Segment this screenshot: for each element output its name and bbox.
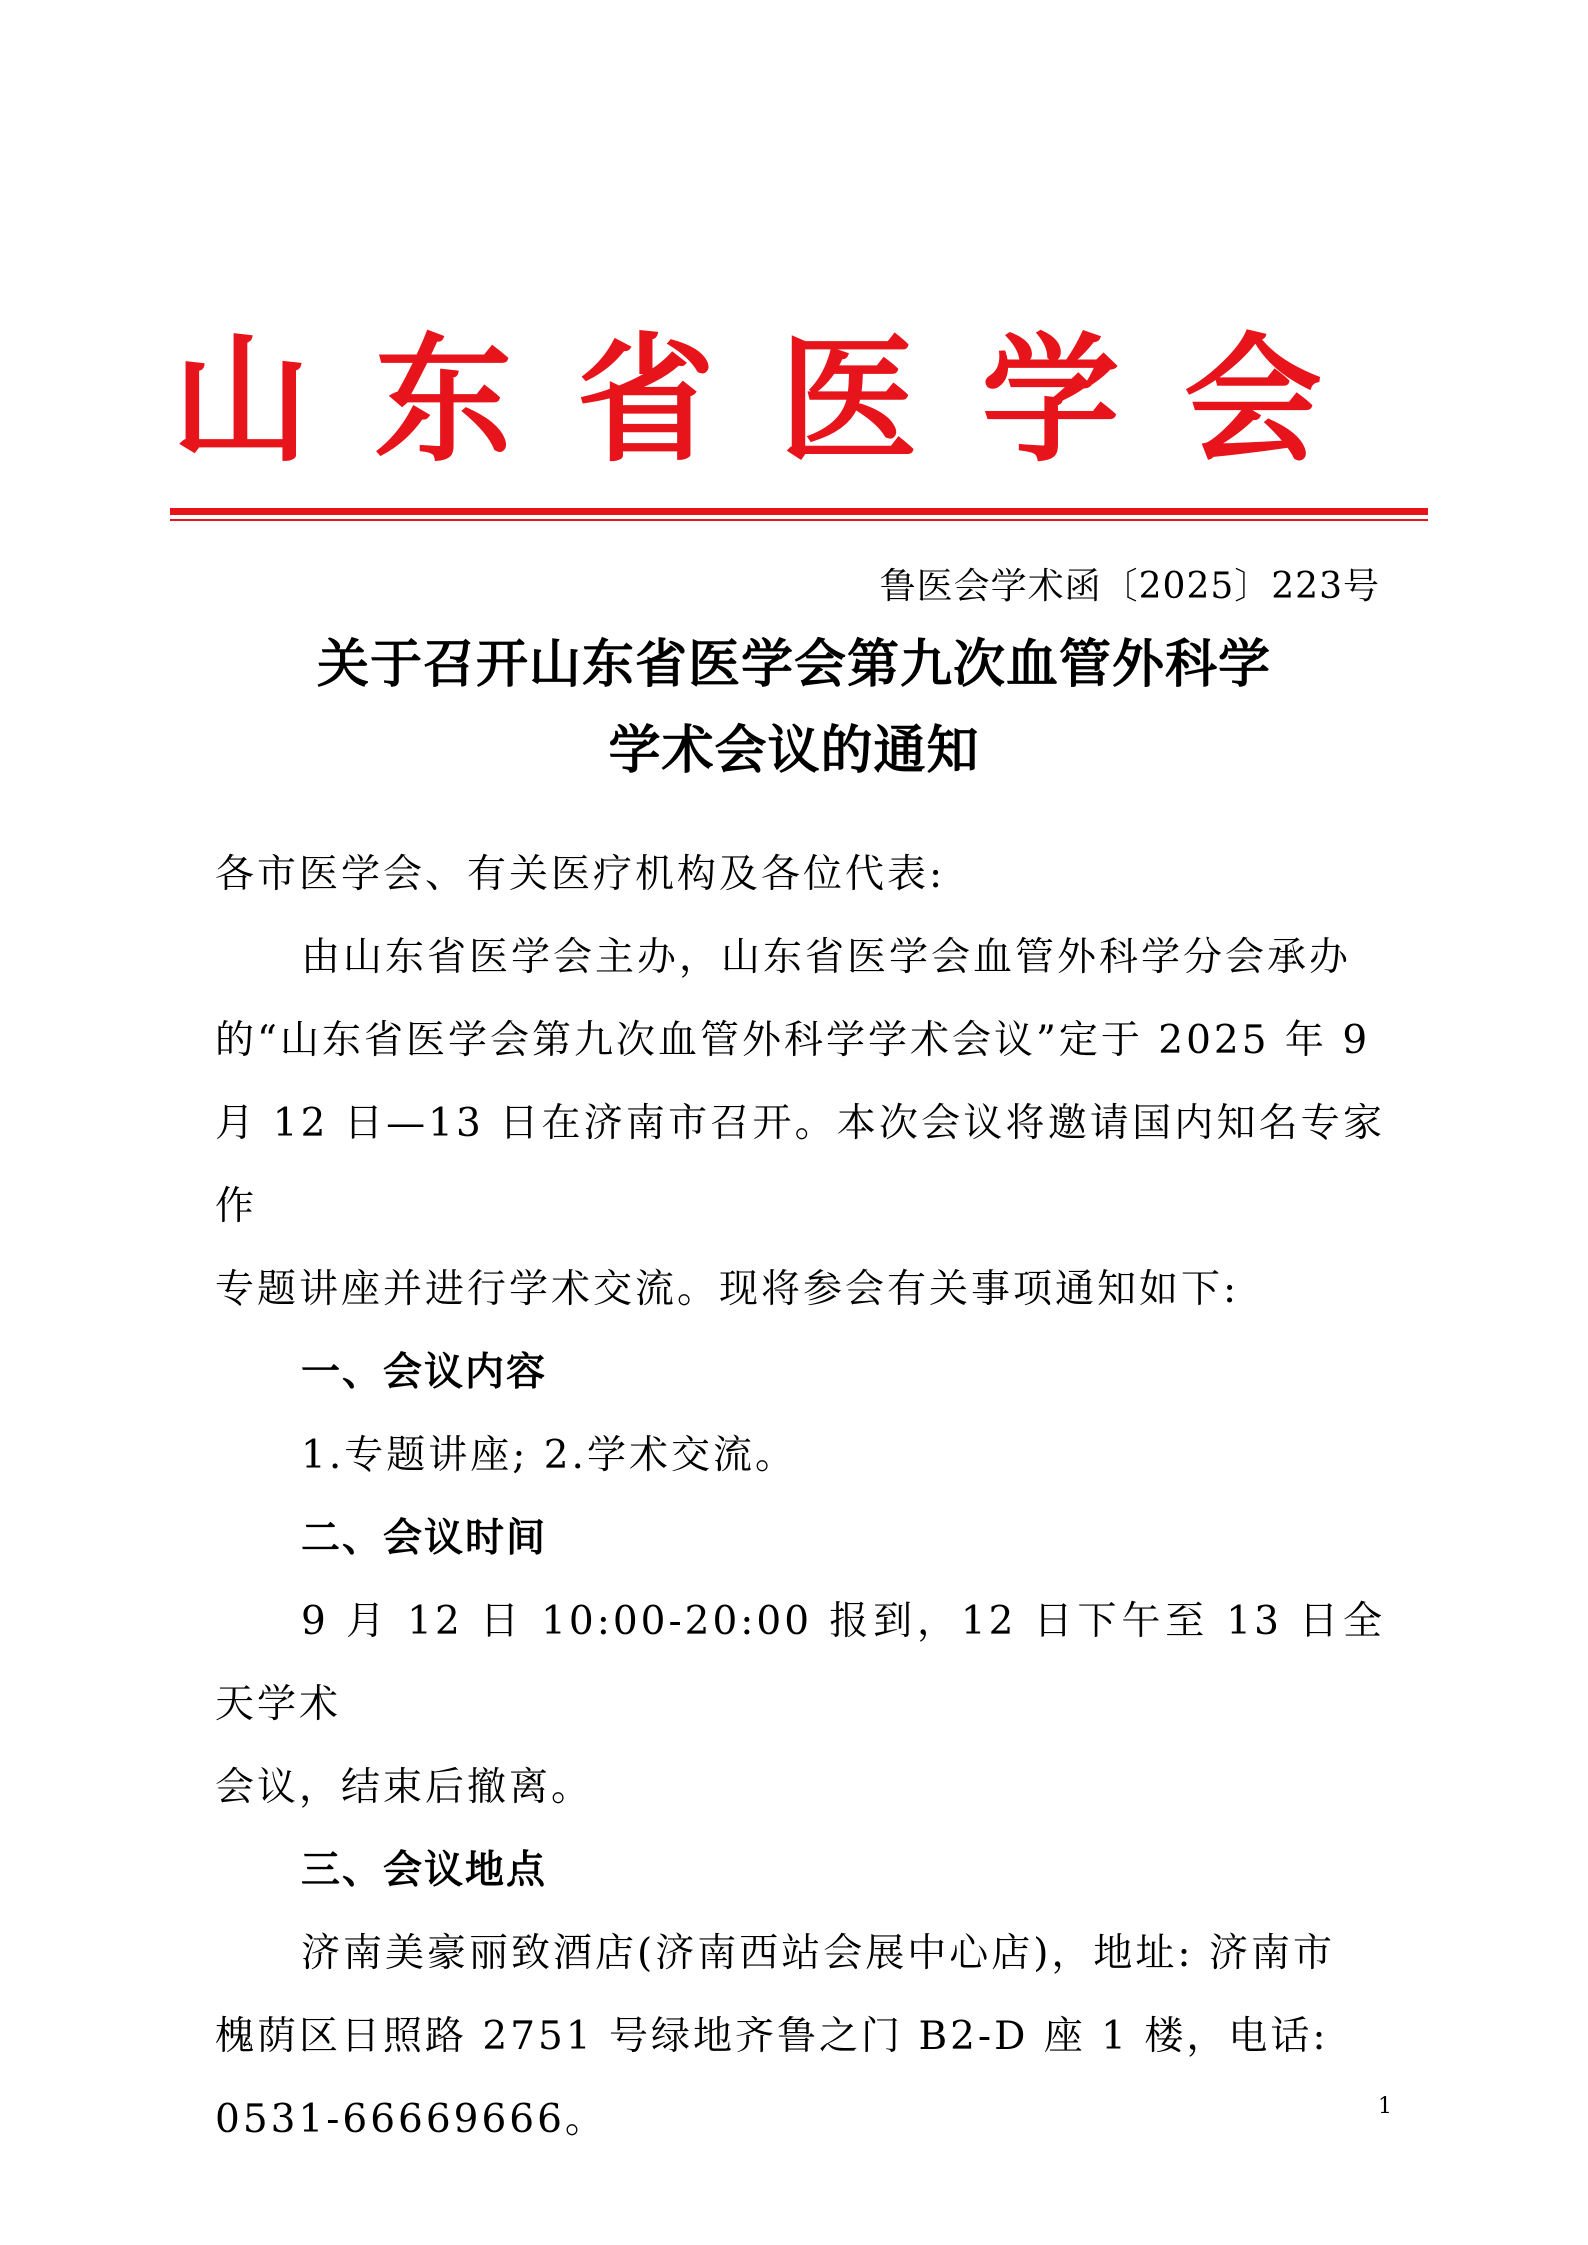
section-content-text: [215, 1414, 1385, 1497]
section-location-text: [215, 1912, 1385, 2161]
document-title-line-1: 关于召开山东省医学会第九次血管外科学: [316, 635, 1271, 695]
page-number: 1: [1378, 2094, 1392, 2119]
section-heading-content: 一、会议内容: [301, 1350, 548, 1395]
letterhead-char: 东: [374, 318, 513, 481]
document-title-line-2: 学术会议的通知: [608, 721, 980, 781]
intro-line: 专题讲座并进行学术交流。现将参会有关事项通知如下:: [215, 1267, 1240, 1312]
letterhead-title: [172, 320, 1322, 480]
letterhead-char: 省: [576, 318, 715, 481]
section-line: 济南美豪丽致酒店(济南西站会展中心店)，地址: 济南市: [301, 1931, 1335, 1976]
intro-line: 的“山东省医学会第九次血管外科学学术会议”定于 2025 年 9: [215, 1018, 1371, 1063]
letterhead-char: 会: [1183, 318, 1322, 481]
letterhead-divider-thick: [170, 508, 1428, 515]
letterhead-char: 医: [779, 318, 918, 481]
section-line: 9 月 12 日 10:00-20:00 报到，12 日下午至 13 日全天学术: [215, 1599, 1385, 1727]
intro-paragraph: [215, 916, 1385, 1331]
section-line: 槐荫区日照路 2751 号绿地齐鲁之门 B2-D 座 1 楼，电话:: [215, 2014, 1329, 2059]
intro-line: 月 12 日—13 日在济南市召开。本次会议将邀请国内知名专家作: [215, 1101, 1385, 1229]
letterhead-char: 山: [172, 318, 311, 481]
intro-line: 由山东省医学会主办，山东省医学会血管外科学分会承办: [301, 935, 1352, 980]
section-line: 0531-66669666。: [215, 2097, 607, 2142]
document-number: 鲁医会学术函〔2025〕223号: [879, 566, 1380, 607]
section-line: 1.专题讲座; 2.学术交流。: [301, 1433, 797, 1478]
section-heading-location: 三、会议地点: [301, 1848, 548, 1893]
section-time-text: [215, 1580, 1385, 1829]
salutation: 各市医学会、有关医疗机构及各位代表:: [215, 852, 946, 897]
document-body: [215, 833, 1385, 2161]
section-line: 会议，结束后撤离。: [215, 1765, 594, 1810]
letterhead-char: 学: [981, 318, 1120, 481]
section-heading-time: 二、会议时间: [301, 1516, 548, 1561]
letterhead-divider-thin: [170, 519, 1428, 521]
